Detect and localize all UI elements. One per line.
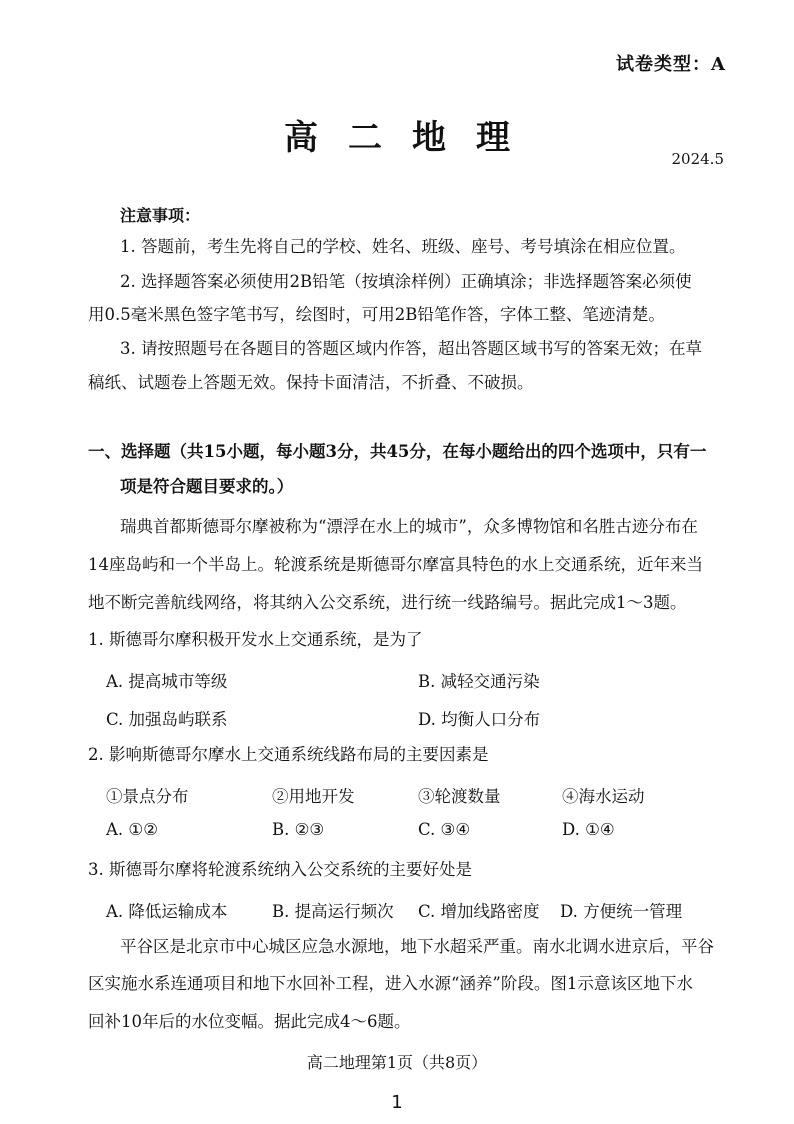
passage-line: 回补10年后的水位变幅。据此完成4～6题。 — [88, 1012, 411, 1031]
option-b: B. 提高运行频次 — [272, 902, 394, 921]
passage-line: 14座岛屿和一个半岛上。轮渡系统是斯德哥尔摩富具特色的水上交通系统，近年来当 — [88, 555, 703, 574]
notice-item: 3. 请按照题号在各题目的答题区域内作答，超出答题区域书写的答案无效；在草 — [120, 339, 702, 358]
passage-line: 瑞典首都斯德哥尔摩被称为“漂浮在水上的城市”，众多博物馆和名胜古迹分布在 — [120, 517, 698, 536]
question-stem: 1. 斯德哥尔摩积极开发水上交通系统，是为了 — [88, 630, 423, 649]
notice-heading: 注意事项： — [120, 206, 201, 225]
page-title: 高二地理 — [284, 118, 540, 158]
option-a: A. 提高城市等级 — [106, 672, 228, 691]
passage-line: 平谷区是北京市中心城区应急水源地，地下水超采严重。南水北调水进京后，平谷 — [120, 937, 714, 956]
option-b: B. 减轻交通污染 — [418, 672, 540, 691]
factor-item: ③轮渡数量 — [418, 787, 501, 806]
option-d: D. 方便统一管理 — [560, 902, 683, 921]
option-a: A. ①② — [106, 820, 158, 839]
option-c: C. ③④ — [418, 820, 471, 839]
notice-item: 用0.5毫米黑色签字笔书写，绘图时，可用2B铅笔作答，字体工整、笔迹清楚。 — [88, 305, 665, 324]
factor-item: ④海水运动 — [562, 787, 645, 806]
passage-line: 区实施水系连通项目和地下水回补工程，进入水源“涵养”阶段。图1示意该区地下水 — [88, 974, 693, 993]
option-d: D. ①④ — [562, 820, 615, 839]
option-c: C. 增加线路密度 — [418, 902, 540, 921]
factor-item: ①景点分布 — [106, 787, 189, 806]
option-d: D. 均衡人口分布 — [418, 710, 541, 729]
factor-item: ②用地开发 — [272, 787, 355, 806]
notice-item: 1. 答题前，考生先将自己的学校、姓名、班级、座号、考号填涂在相应位置。 — [120, 237, 686, 256]
option-a: A. 降低运输成本 — [106, 902, 228, 921]
section-heading: 一、选择题（共15小题，每小题3分，共45分，在每小题给出的四个选项中，只有一 — [88, 442, 707, 461]
exam-date: 2024.5 — [671, 150, 724, 168]
page-number: 1 — [391, 1092, 403, 1113]
notice-item: 稿纸、试题卷上答题无效。保持卡面清洁，不折叠、不破损。 — [88, 373, 534, 392]
option-b: B. ②③ — [272, 820, 325, 839]
notice-item: 2. 选择题答案必须使用2B铅笔（按填涂样例）正确填涂；非选择题答案必须使 — [120, 272, 692, 291]
paper-type-label: 试卷类型：A — [616, 54, 726, 75]
passage-line: 地不断完善航线网络，将其纳入公交系统，进行统一线路编号。据此完成1～3题。 — [88, 593, 687, 612]
question-stem: 2. 影响斯德哥尔摩水上交通系统线路布局的主要因素是 — [88, 745, 489, 764]
option-c: C. 加强岛屿联系 — [106, 710, 228, 729]
question-stem: 3. 斯德哥尔摩将轮渡系统纳入公交系统的主要好处是 — [88, 860, 472, 879]
section-heading-cont: 项是符合题目要求的。） — [120, 477, 294, 496]
page-footer: 高二地理第1页（共8页） — [306, 1053, 488, 1072]
